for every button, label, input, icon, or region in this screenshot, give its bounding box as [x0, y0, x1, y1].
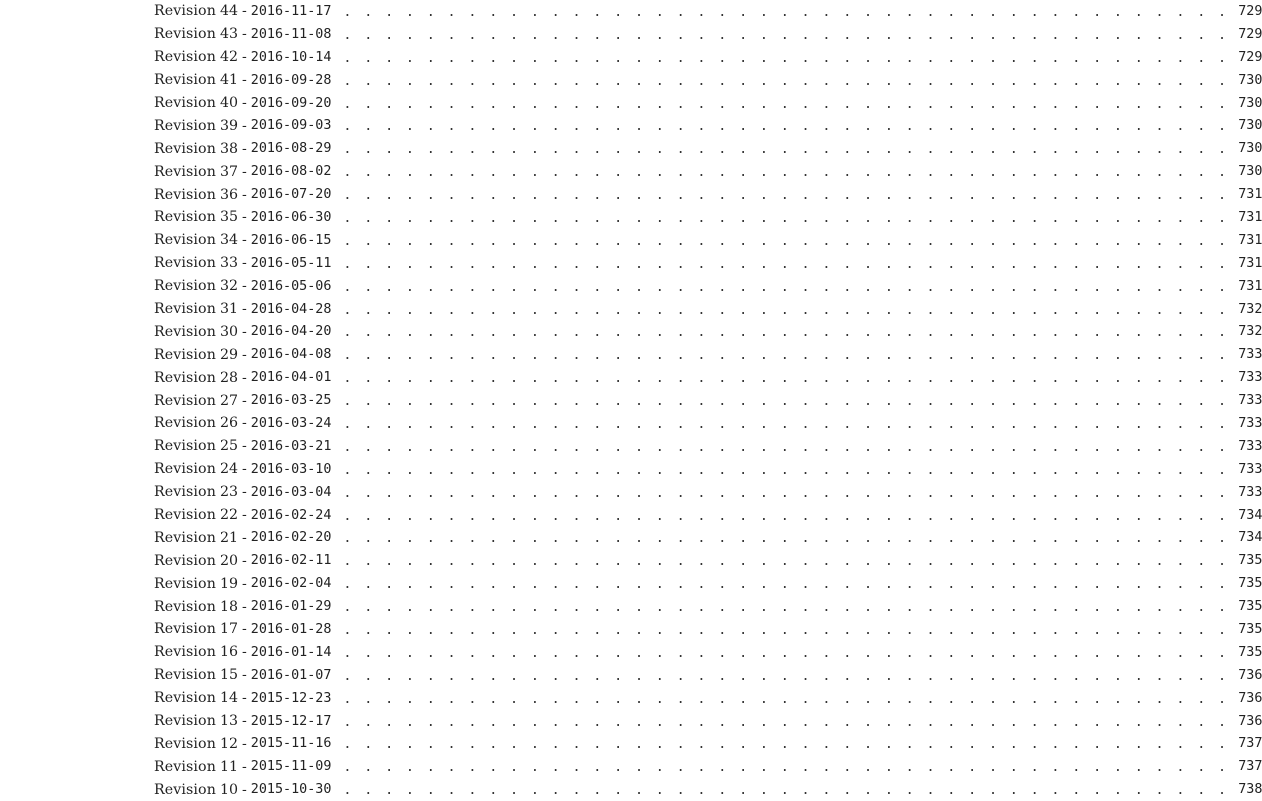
dot-leader: . . . . . . . . . . . . . . . . . . . . . . . . . . . . . . . . . . . . . . . . . . .	[343, 165, 1229, 181]
page-number: 733	[1238, 438, 1262, 454]
revision-number: 14	[219, 690, 238, 707]
entry-label: Revision	[154, 529, 216, 546]
revision-number: 38	[219, 140, 238, 157]
separator: -	[242, 415, 247, 432]
entry-label: Revision	[154, 301, 216, 318]
entry-label: Revision	[154, 735, 216, 752]
revision-number: 28	[219, 369, 238, 386]
dot-leader: . . . . . . . . . . . . . . . . . . . . . . . . . . . . . . . . . . . . . . . . . . .	[343, 691, 1229, 707]
page-number: 733	[1238, 347, 1262, 363]
toc-entry[interactable]	[154, 526, 1262, 549]
toc-entry[interactable]	[154, 252, 1262, 275]
revision-number: 17	[219, 621, 238, 638]
revision-date: 2016-04-28	[250, 301, 332, 317]
revision-number: 22	[219, 507, 238, 524]
separator: -	[242, 186, 247, 203]
toc-entry[interactable]	[154, 298, 1262, 321]
page-number: 730	[1238, 72, 1262, 88]
revision-date: 2016-03-24	[250, 415, 332, 431]
dot-leader: . . . . . . . . . . . . . . . . . . . . . . . . . . . . . . . . . . . . . . . . . . .	[343, 600, 1229, 616]
separator: -	[242, 507, 247, 524]
revision-date: 2016-02-04	[250, 576, 332, 592]
page-number: 729	[1238, 26, 1262, 42]
page-number: 730	[1238, 164, 1262, 180]
entry-label: Revision	[154, 209, 216, 226]
revision-number: 27	[219, 392, 238, 409]
revision-number: 13	[219, 713, 238, 730]
revision-date: 2016-02-20	[250, 530, 332, 546]
dot-leader: . . . . . . . . . . . . . . . . . . . . . . . . . . . . . . . . . . . . . . . . . . .	[343, 783, 1229, 799]
revision-number: 42	[219, 49, 238, 66]
entry-label: Revision	[154, 323, 216, 340]
separator: -	[242, 301, 247, 318]
revision-number: 12	[219, 735, 238, 752]
entry-label: Revision	[154, 438, 216, 455]
separator: -	[242, 26, 247, 43]
separator: -	[242, 644, 247, 661]
revision-number: 29	[219, 346, 238, 363]
separator: -	[242, 735, 247, 752]
revision-number: 34	[219, 232, 238, 249]
entry-label: Revision	[154, 552, 216, 569]
revision-date: 2016-06-15	[250, 232, 332, 248]
revision-number: 15	[219, 667, 238, 684]
revision-number: 10	[219, 781, 238, 798]
toc-entry[interactable]	[154, 481, 1262, 504]
toc-entry[interactable]	[154, 641, 1262, 664]
dot-leader: . . . . . . . . . . . . . . . . . . . . . . . . . . . . . . . . . . . . . . . . . . .	[343, 645, 1229, 661]
revision-number: 33	[219, 255, 238, 272]
entry-label: Revision	[154, 758, 216, 775]
toc-entry[interactable]	[154, 23, 1262, 46]
separator: -	[242, 49, 247, 66]
entry-label: Revision	[154, 575, 216, 592]
revision-number: 25	[219, 438, 238, 455]
revision-date: 2016-03-10	[250, 461, 332, 477]
revision-date: 2016-01-29	[250, 599, 332, 615]
revision-date: 2016-01-14	[250, 644, 332, 660]
revision-date: 2016-09-03	[250, 118, 332, 134]
separator: -	[242, 117, 247, 134]
dot-leader: . . . . . . . . . . . . . . . . . . . . . . . . . . . . . . . . . . . . . . . . . . .	[343, 508, 1229, 524]
toc-entry[interactable]	[154, 595, 1262, 618]
toc-entry[interactable]	[154, 366, 1262, 389]
revision-number: 31	[219, 301, 238, 318]
separator: -	[242, 140, 247, 157]
dot-leader: . . . . . . . . . . . . . . . . . . . . . . . . . . . . . . . . . . . . . . . . . . .	[343, 73, 1229, 89]
toc-entry[interactable]	[154, 0, 1262, 23]
revision-date: 2016-04-20	[250, 324, 332, 340]
dot-leader: . . . . . . . . . . . . . . . . . . . . . . . . . . . . . . . . . . . . . . . . . . .	[343, 142, 1229, 158]
entry-label: Revision	[154, 49, 216, 66]
revision-date: 2016-02-24	[250, 507, 332, 523]
separator: -	[242, 690, 247, 707]
entry-label: Revision	[154, 95, 216, 111]
toc-entry[interactable]	[154, 320, 1262, 343]
dot-leader: . . . . . . . . . . . . . . . . . . . . . . . . . . . . . . . . . . . . . . . . . . .	[343, 668, 1229, 684]
page-number: 735	[1238, 644, 1262, 660]
page-number: 736	[1238, 667, 1262, 683]
toc-entry[interactable]	[154, 664, 1262, 687]
page-number: 733	[1238, 370, 1262, 386]
revision-date: 2016-08-29	[250, 141, 332, 157]
revision-date: 2016-09-28	[250, 72, 332, 88]
dot-leader: . . . . . . . . . . . . . . . . . . . . . . . . . . . . . . . . . . . . . . . . . . .	[343, 577, 1229, 593]
dot-leader: . . . . . . . . . . . . . . . . . . . . . . . . . . . . . . . . . . . . . . . . . . .	[343, 256, 1229, 272]
entry-label: Revision	[154, 163, 216, 180]
page-number: 729	[1238, 49, 1262, 65]
toc-entry[interactable]	[154, 275, 1262, 298]
separator: -	[242, 72, 247, 89]
separator: -	[242, 667, 247, 684]
revision-date: 2016-04-08	[250, 347, 332, 363]
dot-leader: . . . . . . . . . . . . . . . . . . . . . . . . . . . . . . . . . . . . . . . . . . .	[343, 188, 1229, 204]
separator: -	[242, 346, 247, 363]
dot-leader: . . . . . . . . . . . . . . . . . . . . . . . . . . . . . . . . . . . . . . . . . . .	[343, 325, 1229, 341]
revision-number: 43	[219, 26, 238, 43]
entry-label: Revision	[154, 598, 216, 615]
toc-entry[interactable]	[154, 114, 1262, 137]
entry-label: Revision	[154, 484, 216, 501]
revision-date: 2016-11-17	[250, 3, 332, 19]
revision-number: 19	[219, 575, 238, 592]
entry-label: Revision	[154, 507, 216, 524]
separator: -	[242, 781, 247, 798]
page-number: 733	[1238, 484, 1262, 500]
toc-entry[interactable]	[154, 549, 1262, 572]
toc-entry[interactable]	[154, 343, 1262, 366]
entry-label: Revision	[154, 369, 216, 386]
separator: -	[242, 621, 247, 638]
entry-label: Revision	[154, 461, 216, 478]
dot-leader: . . . . . . . . . . . . . . . . . . . . . . . . . . . . . . . . . . . . . . . . . . .	[343, 439, 1229, 455]
revision-number: 35	[219, 209, 238, 226]
dot-leader: . . . . . . . . . . . . . . . . . . . . . . . . . . . . . . . . . . . . . . . . . . .	[343, 4, 1229, 20]
dot-leader: . . . . . . . . . . . . . . . . . . . . . . . . . . . . . . . . . . . . . . . . . . .	[343, 714, 1229, 730]
revision-number: 24	[219, 461, 238, 478]
revision-number: 39	[219, 117, 238, 134]
dot-leader: . . . . . . . . . . . . . . . . . . . . . . . . . . . . . . . . . . . . . . . . . . .	[343, 622, 1229, 638]
dot-leader: . . . . . . . . . . . . . . . . . . . . . . . . . . . . . . . . . . . . . . . . . . .	[343, 279, 1229, 295]
page-number: 731	[1238, 255, 1262, 271]
entry-label: Revision	[154, 781, 216, 798]
toc-entry[interactable]	[154, 183, 1262, 206]
page-number: 735	[1238, 553, 1262, 569]
toc-entry[interactable]	[154, 618, 1262, 641]
page-number: 731	[1238, 278, 1262, 294]
toc-entry[interactable]	[154, 229, 1262, 252]
dot-leader: . . . . . . . . . . . . . . . . . . . . . . . . . . . . . . . . . . . . . . . . . . .	[343, 119, 1229, 135]
revision-date: 2016-06-30	[250, 209, 332, 225]
entry-label: Revision	[154, 232, 216, 249]
page-number: 730	[1238, 118, 1262, 134]
separator: -	[242, 484, 247, 501]
dot-leader: . . . . . . . . . . . . . . . . . . . . . . . . . . . . . . . . . . . . . . . . . . .	[343, 50, 1229, 66]
revision-number: 21	[219, 529, 238, 546]
page-number: 732	[1238, 324, 1262, 340]
dot-leader: . . . . . . . . . . . . . . . . . . . . . . . . . . . . . . . . . . . . . . . . . . .	[343, 394, 1229, 410]
separator: -	[242, 575, 247, 592]
revision-number: 36	[219, 186, 238, 203]
separator: -	[242, 278, 247, 295]
revision-number: 41	[219, 72, 238, 89]
entry-label: Revision	[154, 140, 216, 157]
dot-leader: . . . . . . . . . . . . . . . . . . . . . . . . . . . . . . . . . . . . . . . . . . .	[343, 348, 1229, 364]
entry-label: Revision	[154, 278, 216, 295]
entry-label: Revision	[154, 72, 216, 89]
toc-entry[interactable]	[154, 710, 1262, 733]
page-number: 731	[1238, 187, 1262, 203]
toc-entry[interactable]	[154, 687, 1262, 710]
toc-entry[interactable]	[154, 755, 1262, 778]
toc-entry[interactable]	[154, 572, 1262, 595]
separator: -	[242, 713, 247, 730]
entry-label: Revision	[154, 255, 216, 272]
toc-entry[interactable]	[154, 137, 1262, 160]
page-number: 729	[1238, 3, 1262, 19]
table-of-contents	[154, 0, 1262, 801]
revision-date: 2016-03-04	[250, 484, 332, 500]
dot-leader: . . . . . . . . . . . . . . . . . . . . . . . . . . . . . . . . . . . . . . . . . . .	[343, 210, 1229, 226]
toc-entry[interactable]	[154, 458, 1262, 481]
separator: -	[242, 3, 247, 20]
revision-date: 2016-11-08	[250, 26, 332, 42]
revision-date: 2015-12-17	[250, 713, 332, 729]
dot-leader: . . . . . . . . . . . . . . . . . . . . . . . . . . . . . . . . . . . . . . . . . . .	[343, 531, 1229, 547]
revision-number: 32	[219, 278, 238, 295]
separator: -	[242, 95, 247, 111]
revision-date: 2016-01-28	[250, 621, 332, 637]
revision-number: 20	[219, 552, 238, 569]
revision-number: 26	[219, 415, 238, 432]
separator: -	[242, 461, 247, 478]
page-number: 737	[1238, 736, 1262, 752]
page-number: 736	[1238, 713, 1262, 729]
separator: -	[242, 438, 247, 455]
revision-date: 2016-04-01	[250, 370, 332, 386]
revision-date: 2016-10-14	[250, 49, 332, 65]
revision-date: 2015-10-30	[250, 782, 332, 798]
separator: -	[242, 758, 247, 775]
revision-date: 2015-11-16	[250, 736, 332, 752]
entry-label: Revision	[154, 186, 216, 203]
toc-entry[interactable]	[154, 69, 1262, 92]
revision-date: 2015-11-09	[250, 759, 332, 775]
dot-leader: . . . . . . . . . . . . . . . . . . . . . . . . . . . . . . . . . . . . . . . . . . .	[343, 302, 1229, 318]
revision-number: 44	[219, 3, 238, 20]
revision-number: 16	[219, 644, 238, 661]
revision-number: 11	[219, 758, 238, 775]
revision-date: 2016-08-02	[250, 164, 332, 180]
revision-date: 2016-05-06	[250, 278, 332, 294]
page-number: 734	[1238, 507, 1262, 523]
toc-entry[interactable]	[154, 389, 1262, 412]
toc-entry[interactable]	[154, 778, 1262, 801]
revision-number: 40	[219, 95, 238, 111]
dot-leader: . . . . . . . . . . . . . . . . . . . . . . . . . . . . . . . . . . . . . . . . . . .	[343, 737, 1229, 753]
separator: -	[242, 369, 247, 386]
separator: -	[242, 392, 247, 409]
separator: -	[242, 209, 247, 226]
separator: -	[242, 255, 247, 272]
dot-leader: . . . . . . . . . . . . . . . . . . . . . . . . . . . . . . . . . . . . . . . . . . .	[343, 462, 1229, 478]
dot-leader: . . . . . . . . . . . . . . . . . . . . . . . . . . . . . . . . . . . . . . . . . . .	[343, 554, 1229, 570]
page-number: 736	[1238, 690, 1262, 706]
page-number: 731	[1238, 209, 1262, 225]
entry-label: Revision	[154, 392, 216, 409]
revision-date: 2016-09-20	[250, 95, 332, 111]
dot-leader: . . . . . . . . . . . . . . . . . . . . . . . . . . . . . . . . . . . . . . . . . . .	[343, 96, 1229, 112]
separator: -	[242, 598, 247, 615]
page-number: 734	[1238, 530, 1262, 546]
toc-entry[interactable]	[154, 92, 1262, 115]
dot-leader: . . . . . . . . . . . . . . . . . . . . . . . . . . . . . . . . . . . . . . . . . . .	[343, 233, 1229, 249]
entry-label: Revision	[154, 3, 216, 20]
dot-leader: . . . . . . . . . . . . . . . . . . . . . . . . . . . . . . . . . . . . . . . . . . .	[343, 27, 1229, 43]
page-number: 732	[1238, 301, 1262, 317]
page-number: 730	[1238, 141, 1262, 157]
page-number: 733	[1238, 415, 1262, 431]
revision-date: 2016-01-07	[250, 667, 332, 683]
separator: -	[242, 163, 247, 180]
entry-label: Revision	[154, 690, 216, 707]
entry-label: Revision	[154, 621, 216, 638]
entry-label: Revision	[154, 713, 216, 730]
revision-date: 2016-07-20	[250, 187, 332, 203]
page-number: 731	[1238, 232, 1262, 248]
revision-date: 2016-03-21	[250, 438, 332, 454]
dot-leader: . . . . . . . . . . . . . . . . . . . . . . . . . . . . . . . . . . . . . . . . . . .	[343, 371, 1229, 387]
separator: -	[242, 232, 247, 249]
revision-number: 30	[219, 323, 238, 340]
page-number: 737	[1238, 759, 1262, 775]
toc-entry[interactable]	[154, 504, 1262, 527]
revision-number: 18	[219, 598, 238, 615]
revision-date: 2016-05-11	[250, 255, 332, 271]
entry-label: Revision	[154, 644, 216, 661]
toc-entry[interactable]	[154, 435, 1262, 458]
entry-label: Revision	[154, 415, 216, 432]
toc-entry[interactable]	[154, 412, 1262, 435]
dot-leader: . . . . . . . . . . . . . . . . . . . . . . . . . . . . . . . . . . . . . . . . . . .	[343, 760, 1229, 776]
toc-entry[interactable]	[154, 46, 1262, 69]
toc-entry[interactable]	[154, 733, 1262, 756]
revision-date: 2016-03-25	[250, 393, 332, 409]
page-number: 735	[1238, 599, 1262, 615]
page-number: 733	[1238, 393, 1262, 409]
entry-label: Revision	[154, 117, 216, 134]
revision-number: 23	[219, 484, 238, 501]
dot-leader: . . . . . . . . . . . . . . . . . . . . . . . . . . . . . . . . . . . . . . . . . . .	[343, 416, 1229, 432]
entry-label: Revision	[154, 346, 216, 363]
revision-date: 2016-02-11	[250, 553, 332, 569]
revision-number: 37	[219, 163, 238, 180]
page-number: 738	[1238, 782, 1262, 798]
separator: -	[242, 323, 247, 340]
toc-entry[interactable]	[154, 160, 1262, 183]
toc-entry[interactable]	[154, 206, 1262, 229]
entry-label: Revision	[154, 26, 216, 43]
separator: -	[242, 552, 247, 569]
toc-entry-list	[154, 0, 1262, 801]
page-number: 733	[1238, 461, 1262, 477]
page-number: 735	[1238, 576, 1262, 592]
separator: -	[242, 529, 247, 546]
page-number: 735	[1238, 621, 1262, 637]
page-number: 730	[1238, 95, 1262, 111]
revision-date: 2015-12-23	[250, 690, 332, 706]
dot-leader: . . . . . . . . . . . . . . . . . . . . . . . . . . . . . . . . . . . . . . . . . . .	[343, 485, 1229, 501]
entry-label: Revision	[154, 667, 216, 684]
